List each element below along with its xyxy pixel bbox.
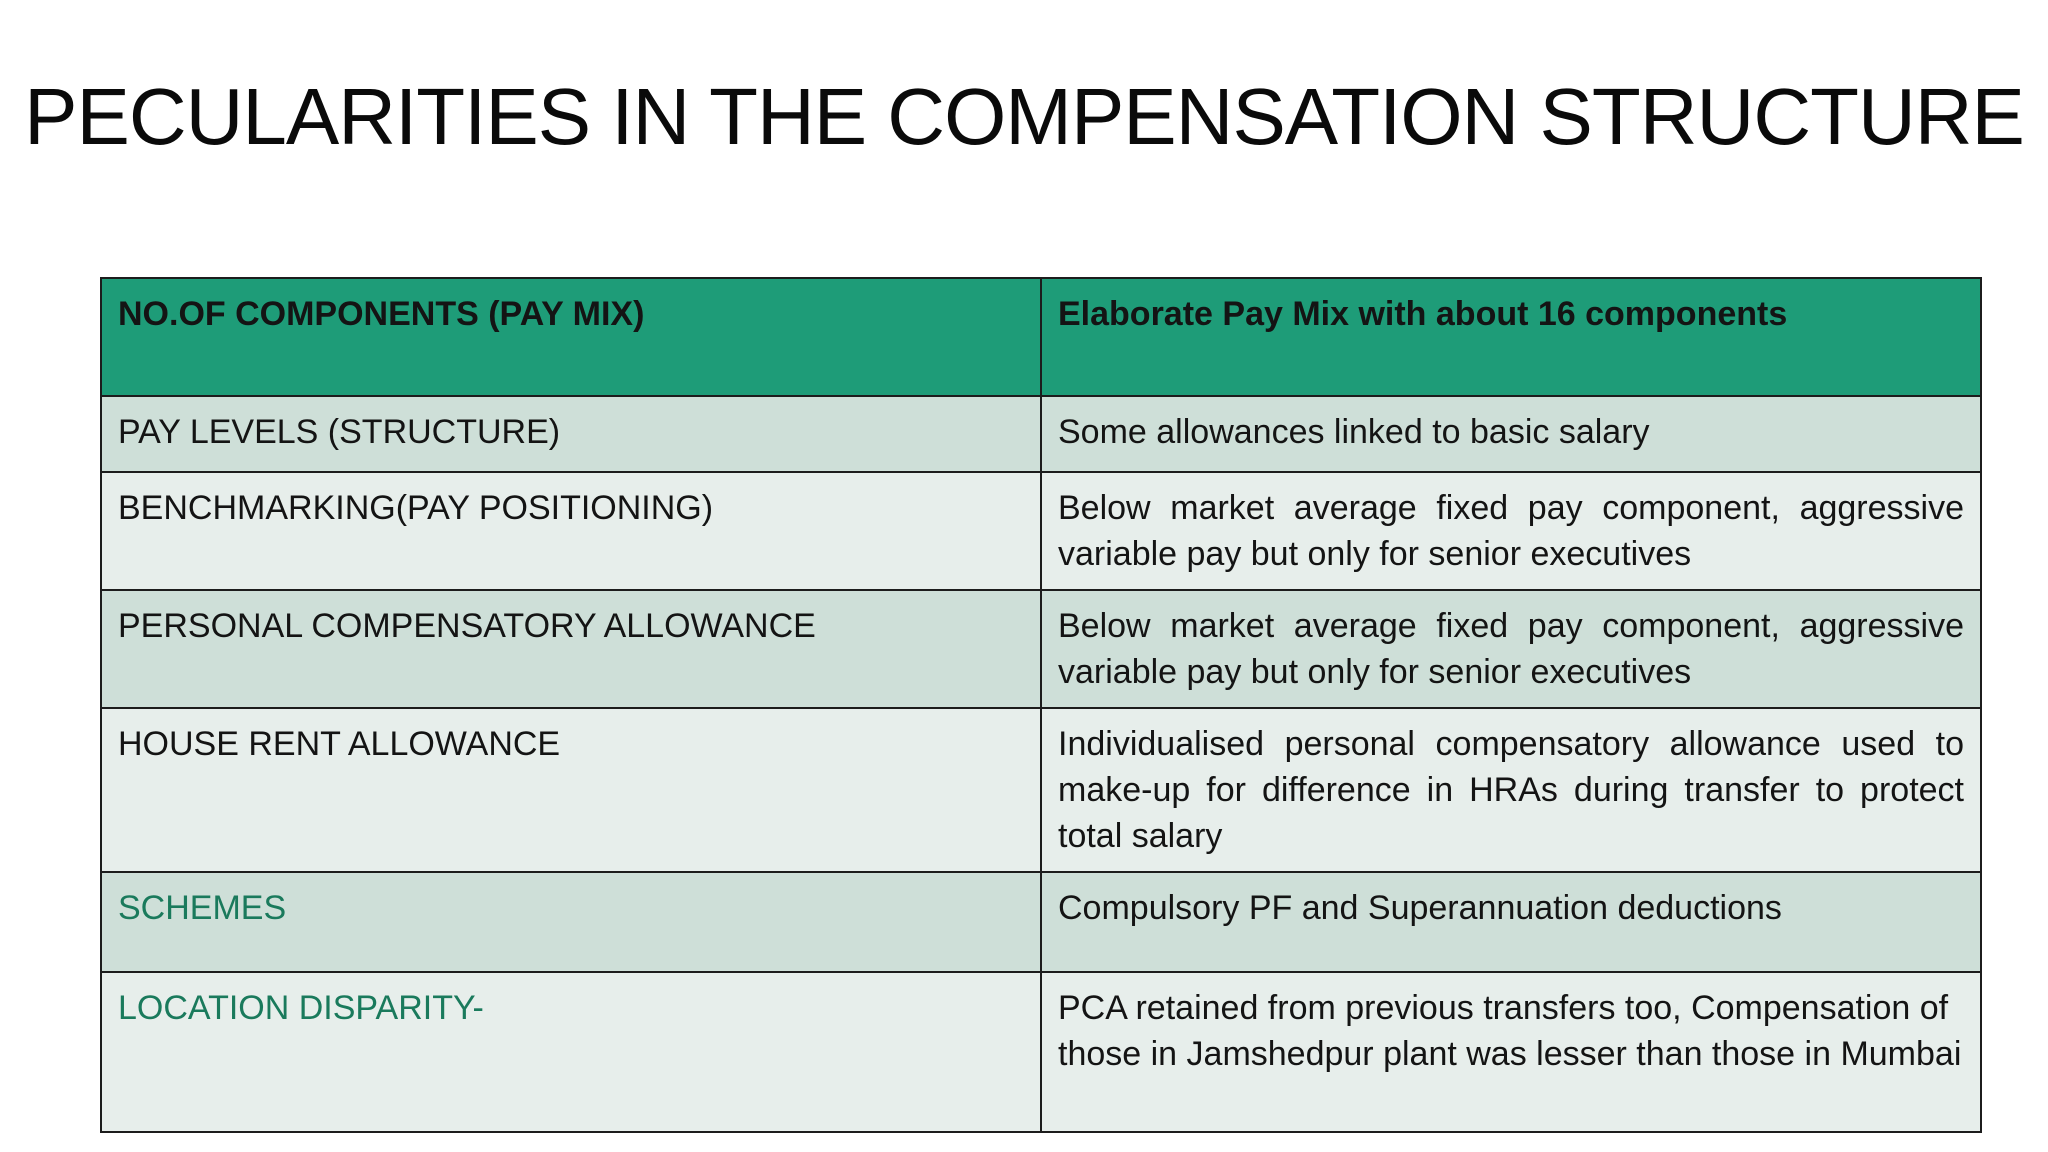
row-description: Below market average fixed pay component, aggressive variable pay but only for senior executives: [1041, 590, 1981, 708]
table-header-row: [101, 278, 1981, 396]
row-description: Individualised personal compensatory allowance used to make-up for difference in HRAs during transfer to protect total salary: [1041, 708, 1981, 872]
table-row: [101, 872, 1981, 972]
header-cell-left: NO.OF COMPONENTS (PAY MIX): [101, 278, 1041, 396]
slide-title: PECULARITIES IN THE COMPENSATION STRUCTURE: [24, 72, 2024, 161]
row-label: PAY LEVELS (STRUCTURE): [101, 396, 1041, 472]
row-label: BENCHMARKING(PAY POSITIONING): [101, 472, 1041, 590]
row-description: PCA retained from previous transfers too, Compensation of those in Jamshedpur plant was lesser than those in Mumbai: [1041, 972, 1981, 1132]
table-row: [101, 472, 1981, 590]
header-cell-right: Elaborate Pay Mix with about 16 components: [1041, 278, 1981, 396]
table-row: [101, 972, 1981, 1132]
row-label: LOCATION DISPARITY-: [101, 972, 1041, 1132]
row-label: SCHEMES: [101, 872, 1041, 972]
compensation-table: [100, 277, 1982, 1133]
row-description: Below market average fixed pay component, aggressive variable pay but only for senior executives: [1041, 472, 1981, 590]
row-description: Some allowances linked to basic salary: [1041, 396, 1981, 472]
table-row: [101, 708, 1981, 872]
table-row: [101, 396, 1981, 472]
row-label: HOUSE RENT ALLOWANCE: [101, 708, 1041, 872]
row-description: Compulsory PF and Superannuation deductions: [1041, 872, 1981, 972]
row-label: PERSONAL COMPENSATORY ALLOWANCE: [101, 590, 1041, 708]
table-row: [101, 590, 1981, 708]
